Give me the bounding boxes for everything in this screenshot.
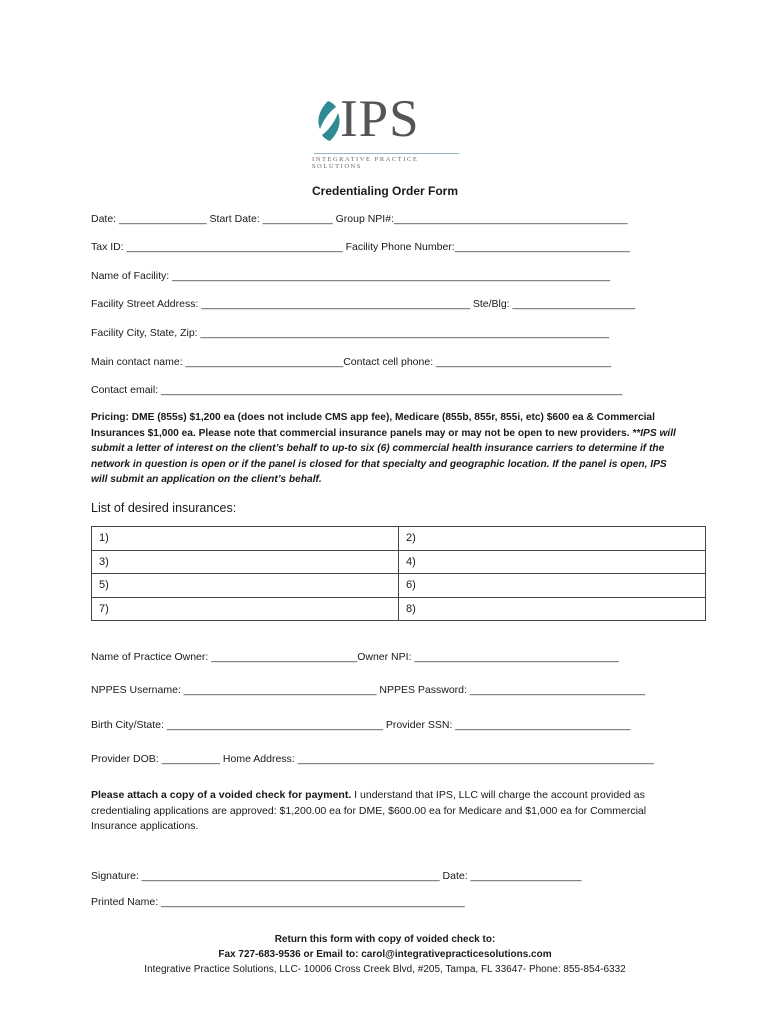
tax-id-phone-field[interactable]: Tax ID: _____________________________________ Facility Phone Number:______________________________ [91, 241, 630, 253]
facility-name-field[interactable]: Name of Facility: ___________________________________________________________________________ [91, 270, 611, 282]
logo-divider [314, 153, 459, 154]
printed-name-field[interactable]: Printed Name: ____________________________________________________ [91, 896, 465, 908]
insurance-cell[interactable]: 1) [92, 527, 399, 551]
birth-ssn-field[interactable]: Birth City/State: _____________________________________ Provider SSN: ______________________________ [91, 719, 631, 731]
payment-note-text: I understand that IPS, LLC will charge the account provided as credentialing applications are approved: $1,200.00 ea for DME, $600.00 ea for Medicare and $1,000 ea for Commercial Insurance applications. [91, 789, 647, 832]
payment-note [91, 788, 691, 835]
owner-npi-field[interactable]: Name of Practice Owner: _________________________Owner NPI: ___________________________________ [91, 651, 619, 663]
footer-contact-line: Fax 727-683-9536 or Email to: carol@integrativepracticesolutions.com [218, 949, 552, 960]
pricing-text: Pricing: DME (855s) $1,200 ea (does not include CMS app fee), Medicare (855b, 855r, 855i, etc) $600 ea & Commercial Insurances $1,000 ea. Please note that commercial insurance panels may or may not be open to new providers. [91, 412, 655, 439]
form-title: Credentialing Order Form [311, 184, 459, 198]
dob-address-field[interactable]: Provider DOB: __________ Home Address: _____________________________________________________________ [91, 753, 654, 765]
nppes-credentials-field[interactable]: NPPES Username: _________________________________ NPPES Password: ______________________________ [91, 684, 646, 696]
main-contact-field[interactable]: Main contact name: ___________________________Contact cell phone: ______________________________ [91, 356, 612, 368]
facility-address-field[interactable]: Facility Street Address: ______________________________________________ Ste/Blg: _____________________ [91, 298, 636, 310]
pricing-italic-text: **IPS will submit a letter of interest on the client’s behalf to up-to six (6) commercial health insurance carriers to determine if the network in question is open or if the panel is closed for that specialty and geographic location. If the panel is open, IPS will submit an application on the client’s behalf. [91, 427, 676, 486]
insurance-cell[interactable]: 6) [399, 574, 706, 598]
logo-tagline: INTEGRATIVE PRACTICE SOLUTIONS [312, 156, 419, 170]
payment-note-bold: Please attach a copy of a voided check for payment. [91, 789, 352, 801]
signature-field[interactable]: Signature: ___________________________________________________ Date: ___________________ [91, 870, 582, 882]
pricing-note [91, 410, 681, 488]
facility-city-field[interactable]: Facility City, State, Zip: ______________________________________________________________________ [91, 327, 610, 339]
insurance-cell[interactable]: 5) [92, 574, 399, 598]
insurance-cell[interactable]: 2) [399, 527, 706, 551]
insurance-cell[interactable]: 4) [399, 550, 706, 574]
insurances-table [91, 526, 706, 621]
insurances-heading: List of desired insurances: [91, 501, 237, 515]
contact-email-field[interactable]: Contact email: _______________________________________________________________________________ [91, 384, 623, 396]
date-group-npi-field[interactable]: Date: _______________ Start Date: ____________ Group NPI#:________________________________________ [91, 213, 628, 225]
insurance-cell[interactable]: 8) [399, 597, 706, 621]
ips-logo [312, 90, 464, 170]
insurance-cell[interactable]: 3) [92, 550, 399, 574]
logo-wordmark: IPS [340, 90, 420, 148]
footer-address-line: Integrative Practice Solutions, LLC- 10006 Cross Creek Blvd, #205, Tampa, FL 33647- Phone: 855-854-6332 [144, 964, 626, 975]
footer-return-line: Return this form with copy of voided check to: [274, 934, 496, 945]
insurance-cell[interactable]: 7) [92, 597, 399, 621]
